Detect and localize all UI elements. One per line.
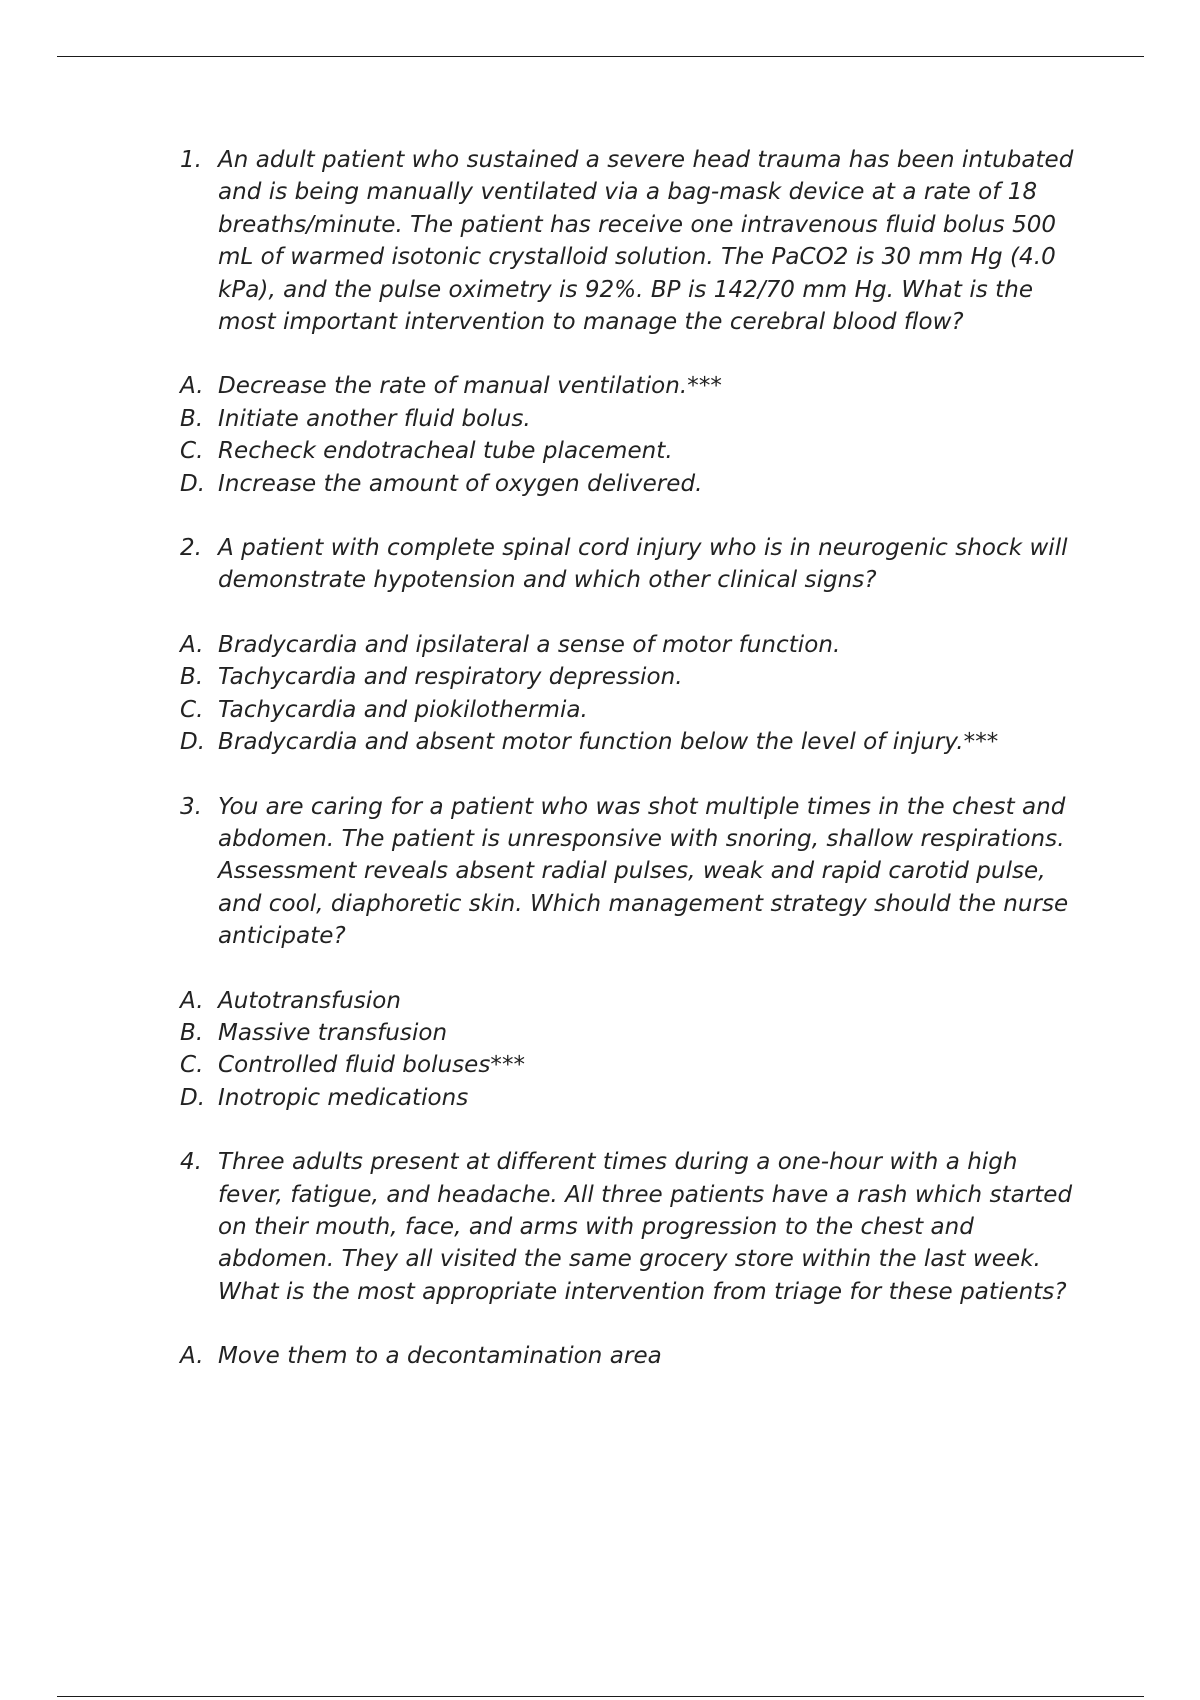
option-text: Tachycardia and piokilothermia.	[218, 696, 588, 723]
option-letter: C.	[180, 696, 204, 723]
option-letter: A.	[180, 373, 204, 400]
option-letter: B.	[180, 1019, 204, 1046]
option-letter: A.	[180, 1343, 204, 1370]
options-list-1	[180, 370, 1080, 500]
option-text: Controlled fluid boluses***	[218, 1052, 526, 1079]
option-2d	[180, 726, 1080, 758]
option-1d	[180, 468, 1080, 500]
option-4a	[180, 1340, 1080, 1372]
options-list-2	[180, 629, 1080, 759]
option-letter: A.	[180, 631, 204, 658]
option-text: Initiate another fluid bolus.	[218, 405, 531, 432]
option-letter: C.	[180, 1052, 204, 1079]
question-text: You are caring for a patient who was shot multiple times in the chest and abdomen. The patient is unresponsive with snoring, shallow respirations. Assessment reveals absent radial pulses, weak and rapid carotid pulse, and cool, diaphoretic skin. Which management strategy should the nurse anticipate?	[218, 793, 1069, 950]
option-text: Bradycardia and ipsilateral a sense of motor function.	[218, 631, 841, 658]
question-number: 2.	[180, 535, 203, 562]
option-letter: B.	[180, 664, 204, 691]
question-text: Three adults present at different times during a one-hour with a high fever, fatigue, and headache. All three patients have a rash which started on their mouth, face, and arms with progression to the chest and abdomen. They all visited the same grocery store within the last week. What is the most appropriate intervention from triage for these patients?	[218, 1149, 1073, 1305]
option-text: Decrease the rate of manual ventilation.***	[218, 373, 722, 400]
question-2	[180, 532, 1080, 597]
document-body	[180, 144, 1080, 1373]
options-list-3	[180, 985, 1080, 1115]
option-1c	[180, 435, 1080, 467]
question-3	[180, 791, 1080, 953]
option-letter: A.	[180, 987, 204, 1014]
option-letter: D.	[180, 729, 206, 756]
question-4	[180, 1146, 1080, 1308]
question-number: 4.	[180, 1149, 203, 1176]
option-2c	[180, 694, 1080, 726]
option-3d	[180, 1082, 1080, 1114]
question-number: 3.	[180, 793, 203, 820]
question-number: 1.	[180, 147, 203, 173]
option-text: Tachycardia and respiratory depression.	[218, 664, 683, 691]
option-text: Massive transfusion	[218, 1019, 448, 1046]
bottom-rule	[57, 1696, 1144, 1697]
option-3a	[180, 985, 1080, 1017]
option-2b	[180, 661, 1080, 693]
question-text: An adult patient who sustained a severe head trauma has been intubated and is being manually ventilated via a bag-mask device at a rate of 18 breaths/minute. The patient has receive one intravenous fluid bolus 500 mL of warmed isotonic crystalloid solution. The PaCO2 is 30 mm Hg (4.0 kPa), and the pulse oximetry is 92%. BP is 142/70 mm Hg. What is the most important intervention to manage the cerebral blood flow?	[218, 147, 1074, 336]
option-3b	[180, 1017, 1080, 1049]
option-text: Move them to a decontamination area	[218, 1343, 662, 1370]
option-2a	[180, 629, 1080, 661]
option-text: Increase the amount of oxygen delivered.	[218, 470, 703, 497]
option-text: Inotropic medications	[218, 1084, 469, 1111]
question-1	[180, 144, 1080, 338]
option-1b	[180, 403, 1080, 435]
option-letter: C.	[180, 438, 204, 465]
options-list-4	[180, 1340, 1080, 1372]
option-3c	[180, 1049, 1080, 1081]
option-text: Autotransfusion	[218, 987, 401, 1014]
option-letter: B.	[180, 405, 204, 432]
top-rule	[57, 56, 1144, 57]
option-text: Recheck endotracheal tube placement.	[218, 438, 673, 465]
option-letter: D.	[180, 470, 206, 497]
option-1a	[180, 370, 1080, 402]
option-text: Bradycardia and absent motor function below the level of injury.***	[218, 729, 999, 756]
option-letter: D.	[180, 1084, 206, 1111]
question-text: A patient with complete spinal cord injury who is in neurogenic shock will demonstrate hypotension and which other clinical signs?	[218, 535, 1068, 594]
